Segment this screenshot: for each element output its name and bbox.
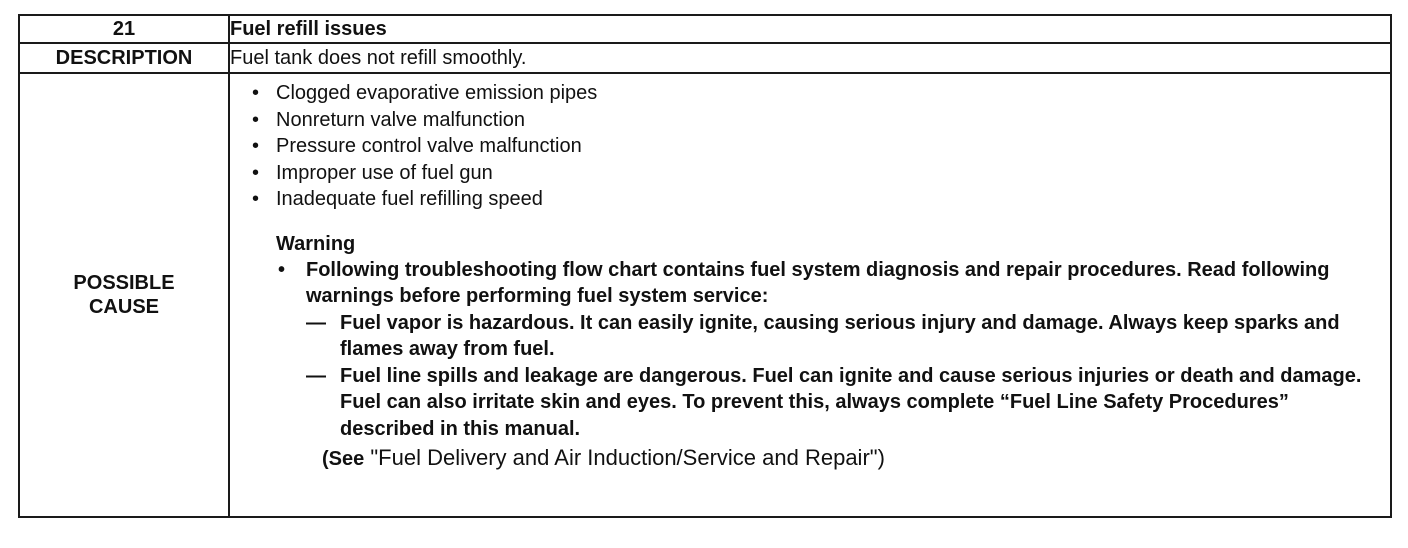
dash-icon: —: [306, 311, 326, 334]
warning-title: Warning: [276, 232, 356, 255]
troubleshooting-table: [18, 14, 1392, 518]
issue-number: 21: [19, 15, 229, 43]
warning-dash-text: Fuel vapor is hazardous. It can easily ignite, causing serious injury and damage. Always keep sparks and flames away from fuel.: [340, 311, 1340, 360]
possible-cause-row: [19, 73, 1391, 517]
cause-item: [248, 133, 1380, 160]
see-close: ): [877, 445, 885, 470]
possible-cause-label-line2: CAUSE: [88, 296, 159, 318]
cause-item-text: Clogged evaporative emission pipes: [276, 82, 598, 104]
warning-block: [248, 231, 1380, 474]
see-open: (See: [322, 448, 365, 470]
cause-list: [248, 80, 1380, 213]
possible-cause-content: [229, 73, 1391, 517]
warning-dash-text: Fuel line spills and leakage are dangerous. Fuel can ignite and cause serious injuries or death and damage. Fuel can also irritate skin and eyes. To prevent this, always complete “Fuel Line Safety Procedures” described in this manual.: [340, 364, 1362, 440]
bullet-icon: •: [278, 258, 286, 281]
cause-item: [248, 80, 1380, 107]
dash-icon: —: [306, 364, 326, 387]
issue-title: Fuel refill issues: [229, 15, 1391, 43]
description-text: Fuel tank does not refill smoothly.: [229, 43, 1391, 73]
possible-cause-label: [19, 73, 229, 517]
warning-dash-item: [306, 363, 1380, 443]
cause-item-text: Improper use of fuel gun: [276, 161, 493, 184]
warning-dash-item: [306, 310, 1380, 363]
description-row: [19, 43, 1391, 73]
cause-item-text: Pressure control valve malfunction: [276, 135, 582, 157]
description-label: DESCRIPTION: [19, 43, 229, 73]
bullet-icon: •: [252, 82, 260, 104]
cause-item-text: Inadequate fuel refilling speed: [276, 188, 543, 210]
possible-cause-label-line1: POSSIBLE: [73, 272, 175, 294]
cause-item: [248, 160, 1380, 187]
bullet-icon: •: [252, 188, 260, 210]
see-reference-text: "Fuel Delivery and Air Induction/Service and Repair": [370, 445, 878, 470]
warning-main-text: Following troubleshooting flow chart contains fuel system diagnosis and repair procedures. Read following warnings before performing fuel system service:: [306, 258, 1330, 307]
warning-main-item: [276, 257, 1380, 443]
bullet-icon: •: [252, 108, 260, 131]
header-row: [19, 15, 1391, 43]
cause-item: [248, 186, 1380, 213]
see-reference: [276, 444, 1380, 473]
bullet-icon: •: [252, 135, 260, 157]
cause-item-text: Nonreturn valve malfunction: [276, 108, 526, 131]
cause-item: [248, 107, 1380, 134]
bullet-icon: •: [252, 161, 260, 184]
